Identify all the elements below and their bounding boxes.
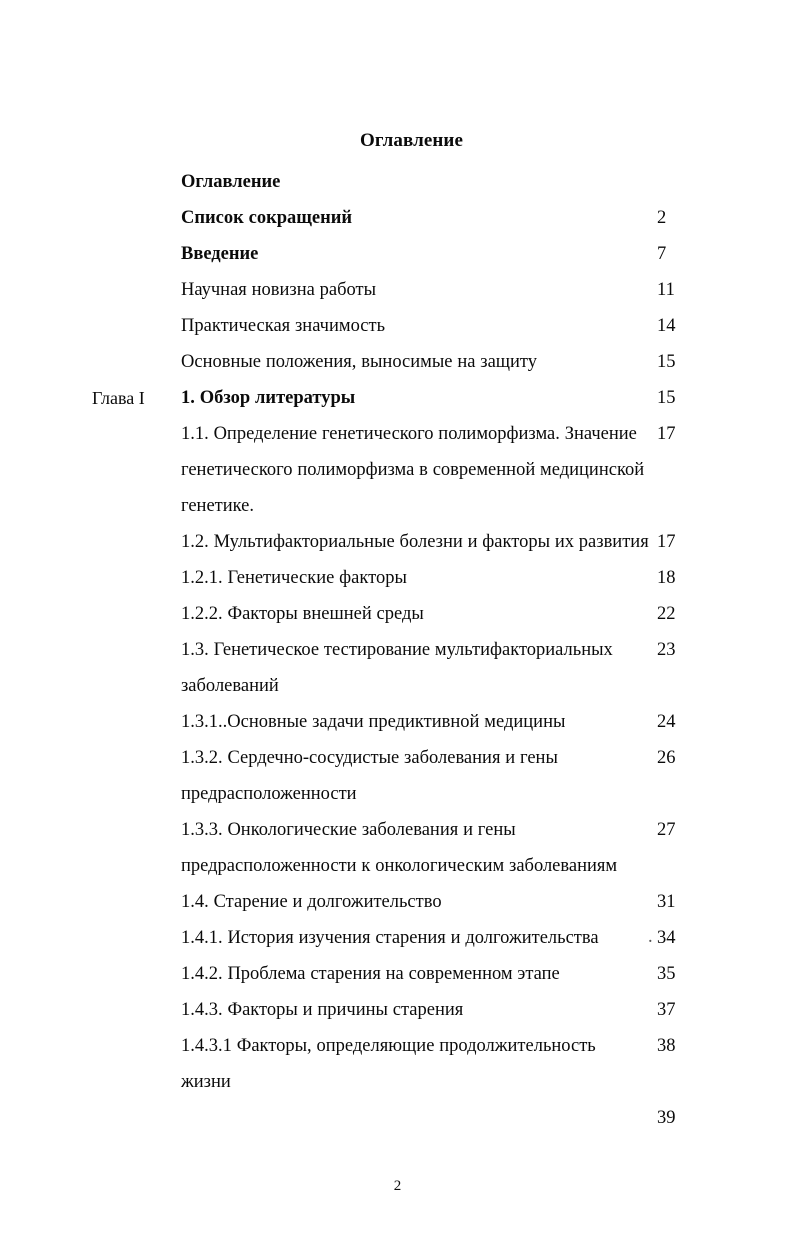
toc-entry[interactable] [0,740,793,840]
toc-entry-title[interactable]: 1.4.3.1 Факторы, определяющие продолжительность жизни [181,1036,596,1092]
toc-entry-title[interactable]: 1.3. Генетическое тестирование мультифакториальных заболеваний [181,640,613,696]
toc-entry-title[interactable]: 1.4.2. Проблема старения на современном этапе [181,964,560,984]
toc-entry-page-number: 24 [657,712,676,732]
toc-entry-title[interactable]: 1.3.3. Онкологические заболевания и гены предрасположенности к онкологическим заболеваниям [181,820,618,876]
toc-entry-title[interactable]: 1. Обзор литературы [181,388,356,408]
toc-entry-title[interactable]: 1.4.1. История изучения старения и долгожительства [181,928,599,948]
toc-entry-title[interactable]: 1.3.2. Сердечно-сосудистые заболевания и гены предрасположенности [181,748,558,804]
page-folio-number: 2 [393,1178,402,1194]
toc-entry-title[interactable]: Оглавление [181,172,281,192]
toc-entry-page-number: 15 [657,352,676,372]
toc-entry[interactable] [0,1028,793,1128]
toc-entry-page-number: 22 [657,604,676,624]
toc-entry-title[interactable]: 1.2. Мультифакториальные болезни и факторы их развития [181,532,649,552]
toc-entry-page-number: 15 [657,388,676,408]
toc-entry-page-number: 14 [657,316,676,336]
toc-entry-page-number: 37 [657,1000,676,1020]
toc-entry-title[interactable]: 1.4.3. Факторы и причины старения [181,1000,464,1020]
toc-entry-page-number: 17 [657,532,676,552]
toc-chapter-label: Глава I [92,388,145,408]
toc-entry-page-number: 39 [657,1108,676,1128]
toc-entry-page-number: 17 [657,424,676,444]
toc-entry-page-number: 2 [657,208,667,228]
toc-entry-page-number: 27 [657,820,676,840]
toc-entry-page-number: 23 [657,640,676,660]
page-title [0,130,793,152]
toc-entry-title[interactable]: Основные положения, выносимые на защиту [181,352,538,372]
toc-entry-page-number: 35 [657,964,676,984]
toc-entry-title[interactable]: Список сокращений [181,208,353,228]
toc-entry[interactable] [0,380,793,444]
toc-entry-title[interactable]: 1.2.2. Факторы внешней среды [181,604,424,624]
toc-entry[interactable] [0,992,793,1056]
toc-entry-title[interactable]: 1.1. Определение генетического полиморфизма. Значение генетического полиморфизма в современной медицинской генетике. [181,424,645,516]
toc-entry-title[interactable]: 1.4. Старение и долгожительство [181,892,442,912]
toc-entry-title[interactable]: 1.3.1..Основные задачи предиктивной медицины [181,712,566,732]
toc-entry-title[interactable]: Практическая значимость [181,316,386,336]
toc-entry-title[interactable]: Введение [181,244,259,264]
toc-entry-page-number: 31 [657,892,676,912]
toc-entry-page-number: 11 [657,280,675,300]
toc-entry-page-number: 26 [657,748,676,768]
toc-entry-title[interactable]: Научная новизна работы [181,280,377,300]
toc-entry[interactable] [0,704,793,768]
toc-entry-page-number: 38 [657,1036,676,1056]
toc-entry-title[interactable]: 1.2.1. Генетические факторы [181,568,407,588]
page-folio [0,1178,793,1195]
toc-entry-page-number: 18 [657,568,676,588]
page-title-text: Оглавление [359,130,464,151]
toc-entry[interactable] [0,596,793,660]
table-of-contents [0,164,793,1128]
toc-entry-page-number: . 34 [657,920,697,956]
toc-entry-page-number: 7 [657,244,667,264]
